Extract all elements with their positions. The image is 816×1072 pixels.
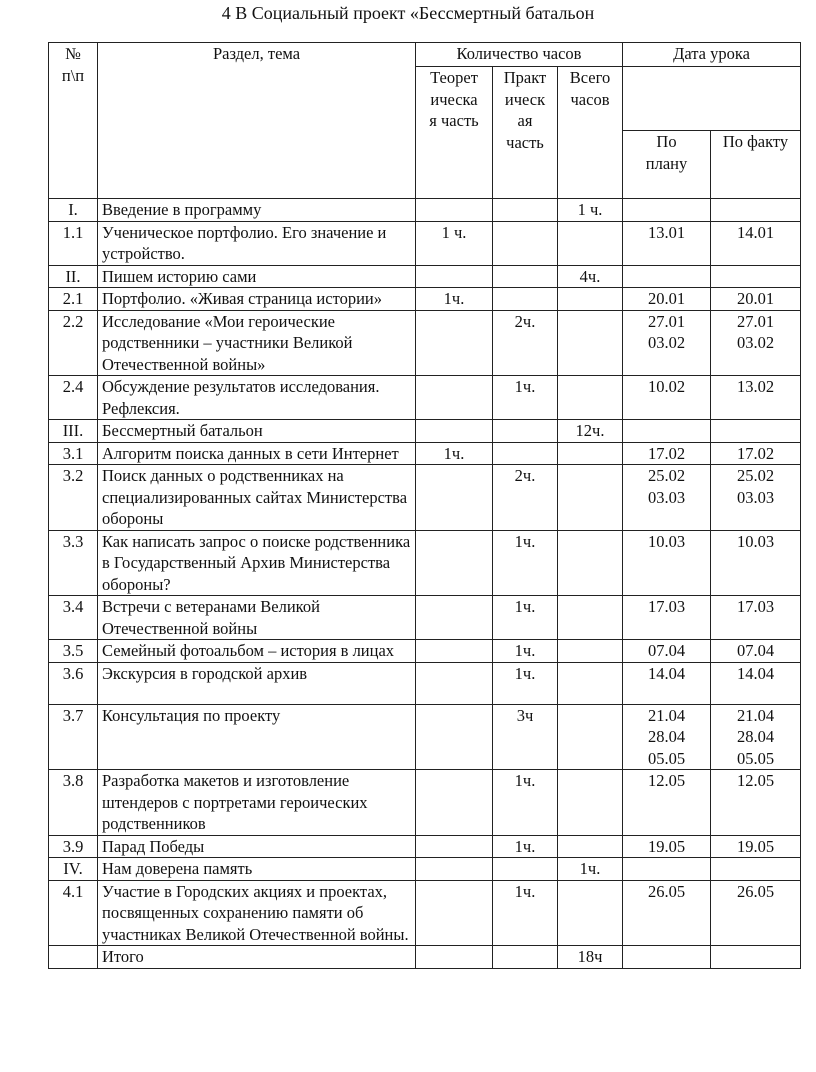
row-theory-hours: 1 ч. xyxy=(416,221,493,265)
row-number: 3.1 xyxy=(49,442,98,465)
row-number: 2.1 xyxy=(49,288,98,311)
row-number xyxy=(49,946,98,969)
row-date-fact: 12.05 xyxy=(711,770,801,836)
row-topic: Консультация по проекту xyxy=(98,704,416,770)
schedule-table xyxy=(48,42,801,969)
table-row xyxy=(49,858,801,881)
row-total-hours xyxy=(558,662,623,704)
row-practice-hours xyxy=(493,221,558,265)
header-fact: По факту xyxy=(711,131,801,199)
row-practice-hours: 1ч. xyxy=(493,880,558,946)
row-theory-hours xyxy=(416,704,493,770)
row-total-hours xyxy=(558,442,623,465)
row-date-fact xyxy=(711,199,801,222)
table-row xyxy=(49,310,801,376)
header-theory: Теорет ическа я часть xyxy=(416,67,493,199)
row-practice-hours: 2ч. xyxy=(493,465,558,531)
table-row xyxy=(49,376,801,420)
row-total-hours: 18ч xyxy=(558,946,623,969)
row-date-plan: 26.05 xyxy=(623,880,711,946)
row-date-fact xyxy=(711,420,801,443)
row-topic: Итого xyxy=(98,946,416,969)
row-number: 3.3 xyxy=(49,530,98,596)
row-number: 3.7 xyxy=(49,704,98,770)
row-theory-hours: 1ч. xyxy=(416,442,493,465)
row-date-fact: 14.01 xyxy=(711,221,801,265)
row-practice-hours: 3ч xyxy=(493,704,558,770)
table-row xyxy=(49,640,801,663)
row-topic: Нам доверена память xyxy=(98,858,416,881)
row-topic: Как написать запрос о поиске родственника в Государственный Архив Министерства обороны? xyxy=(98,530,416,596)
row-date-fact: 25.02 03.03 xyxy=(711,465,801,531)
row-date-plan: 10.02 xyxy=(623,376,711,420)
row-theory-hours xyxy=(416,596,493,640)
row-topic: Портфолио. «Живая страница истории» xyxy=(98,288,416,311)
row-total-hours: 4ч. xyxy=(558,265,623,288)
row-date-plan xyxy=(623,199,711,222)
row-theory-hours xyxy=(416,946,493,969)
row-total-hours xyxy=(558,880,623,946)
row-date-fact: 17.03 xyxy=(711,596,801,640)
row-practice-hours xyxy=(493,858,558,881)
row-date-fact xyxy=(711,946,801,969)
row-theory-hours: 1ч. xyxy=(416,288,493,311)
row-total-hours xyxy=(558,770,623,836)
row-date-fact: 26.05 xyxy=(711,880,801,946)
header-hours: Количество часов xyxy=(416,43,623,67)
row-date-fact xyxy=(711,265,801,288)
row-practice-hours: 1ч. xyxy=(493,530,558,596)
row-date-fact: 21.04 28.04 05.05 xyxy=(711,704,801,770)
row-total-hours xyxy=(558,704,623,770)
row-number: IV. xyxy=(49,858,98,881)
row-total-hours xyxy=(558,530,623,596)
row-practice-hours xyxy=(493,265,558,288)
table-row xyxy=(49,420,801,443)
row-total-hours xyxy=(558,465,623,531)
row-total-hours: 1 ч. xyxy=(558,199,623,222)
row-theory-hours xyxy=(416,199,493,222)
row-total-hours: 1ч. xyxy=(558,858,623,881)
table-row xyxy=(49,288,801,311)
row-date-plan: 13.01 xyxy=(623,221,711,265)
header-date-spacer xyxy=(623,67,801,131)
header-total: Всего часов xyxy=(558,67,623,199)
table-row xyxy=(49,596,801,640)
row-topic: Семейный фотоальбом – история в лицах xyxy=(98,640,416,663)
row-date-plan: 21.04 28.04 05.05 xyxy=(623,704,711,770)
row-number: 2.4 xyxy=(49,376,98,420)
table-row xyxy=(49,442,801,465)
row-theory-hours xyxy=(416,465,493,531)
row-topic: Пишем историю сами xyxy=(98,265,416,288)
header-date: Дата урока xyxy=(623,43,801,67)
row-date-fact: 20.01 xyxy=(711,288,801,311)
row-topic: Экскурсия в городской архив xyxy=(98,662,416,704)
row-date-fact: 10.03 xyxy=(711,530,801,596)
row-number: 3.6 xyxy=(49,662,98,704)
row-theory-hours xyxy=(416,858,493,881)
row-total-hours xyxy=(558,596,623,640)
table-row xyxy=(49,946,801,969)
row-date-plan: 14.04 xyxy=(623,662,711,704)
row-theory-hours xyxy=(416,662,493,704)
row-theory-hours xyxy=(416,530,493,596)
row-theory-hours xyxy=(416,420,493,443)
row-practice-hours xyxy=(493,420,558,443)
row-number: 3.9 xyxy=(49,835,98,858)
row-date-fact: 07.04 xyxy=(711,640,801,663)
row-date-plan: 07.04 xyxy=(623,640,711,663)
table-row xyxy=(49,835,801,858)
header-plan: По плану xyxy=(623,131,711,199)
row-number: 4.1 xyxy=(49,880,98,946)
row-topic: Бессмертный батальон xyxy=(98,420,416,443)
table-row xyxy=(49,662,801,704)
row-number: 3.5 xyxy=(49,640,98,663)
table-row xyxy=(49,465,801,531)
row-practice-hours xyxy=(493,442,558,465)
row-total-hours xyxy=(558,288,623,311)
row-practice-hours: 1ч. xyxy=(493,770,558,836)
row-number: 3.2 xyxy=(49,465,98,531)
row-number: I. xyxy=(49,199,98,222)
row-theory-hours xyxy=(416,310,493,376)
table-row xyxy=(49,530,801,596)
table-header xyxy=(49,43,801,199)
row-practice-hours: 1ч. xyxy=(493,662,558,704)
row-topic: Обсуждение результатов исследования. Рефлексия. xyxy=(98,376,416,420)
row-topic: Ученическое портфолио. Его значение и устройство. xyxy=(98,221,416,265)
header-topic: Раздел, тема xyxy=(98,43,416,199)
header-num: № п\п xyxy=(49,43,98,199)
row-date-fact: 27.01 03.02 xyxy=(711,310,801,376)
row-topic: Исследование «Мои героические родственники – участники Великой Отечественной войны» xyxy=(98,310,416,376)
row-total-hours xyxy=(558,310,623,376)
row-practice-hours: 1ч. xyxy=(493,835,558,858)
row-practice-hours: 1ч. xyxy=(493,596,558,640)
row-practice-hours xyxy=(493,199,558,222)
row-date-plan: 20.01 xyxy=(623,288,711,311)
row-practice-hours xyxy=(493,288,558,311)
row-total-hours: 12ч. xyxy=(558,420,623,443)
row-topic: Поиск данных о родственниках на специализированных сайтах Министерства обороны xyxy=(98,465,416,531)
row-date-plan: 17.02 xyxy=(623,442,711,465)
row-total-hours xyxy=(558,376,623,420)
row-practice-hours: 1ч. xyxy=(493,640,558,663)
row-topic: Введение в программу xyxy=(98,199,416,222)
row-date-plan: 19.05 xyxy=(623,835,711,858)
row-number: II. xyxy=(49,265,98,288)
row-practice-hours: 1ч. xyxy=(493,376,558,420)
row-date-fact: 19.05 xyxy=(711,835,801,858)
table-row xyxy=(49,704,801,770)
row-total-hours xyxy=(558,835,623,858)
row-total-hours xyxy=(558,640,623,663)
row-date-fact: 17.02 xyxy=(711,442,801,465)
row-theory-hours xyxy=(416,640,493,663)
row-date-plan xyxy=(623,420,711,443)
row-date-fact: 14.04 xyxy=(711,662,801,704)
row-topic: Алгоритм поиска данных в сети Интернет xyxy=(98,442,416,465)
row-date-plan: 12.05 xyxy=(623,770,711,836)
table-row xyxy=(49,199,801,222)
row-topic: Парад Победы xyxy=(98,835,416,858)
table-row xyxy=(49,880,801,946)
document-title: 4 В Социальный проект «Бессмертный батальон xyxy=(221,3,595,23)
row-number: 1.1 xyxy=(49,221,98,265)
row-number: III. xyxy=(49,420,98,443)
row-topic: Разработка макетов и изготовление штендеров с портретами героических родственников xyxy=(98,770,416,836)
row-date-plan: 17.03 xyxy=(623,596,711,640)
header-practice: Практ ическ ая часть xyxy=(493,67,558,199)
row-total-hours xyxy=(558,221,623,265)
table-row xyxy=(49,770,801,836)
row-number: 2.2 xyxy=(49,310,98,376)
row-number: 3.8 xyxy=(49,770,98,836)
row-topic: Участие в Городских акциях и проектах, посвященных сохранению памяти об участниках Великой Отечественной войны. xyxy=(98,880,416,946)
table-row xyxy=(49,265,801,288)
row-topic: Встречи с ветеранами Великой Отечественной войны xyxy=(98,596,416,640)
row-date-fact xyxy=(711,858,801,881)
row-date-plan xyxy=(623,858,711,881)
row-theory-hours xyxy=(416,376,493,420)
row-date-fact: 13.02 xyxy=(711,376,801,420)
row-date-plan: 10.03 xyxy=(623,530,711,596)
table-row xyxy=(49,221,801,265)
row-theory-hours xyxy=(416,835,493,858)
row-date-plan xyxy=(623,946,711,969)
row-theory-hours xyxy=(416,770,493,836)
table-body xyxy=(49,199,801,969)
row-number: 3.4 xyxy=(49,596,98,640)
row-date-plan: 25.02 03.03 xyxy=(623,465,711,531)
row-practice-hours xyxy=(493,946,558,969)
row-date-plan: 27.01 03.02 xyxy=(623,310,711,376)
row-date-plan xyxy=(623,265,711,288)
row-theory-hours xyxy=(416,880,493,946)
row-theory-hours xyxy=(416,265,493,288)
row-practice-hours: 2ч. xyxy=(493,310,558,376)
